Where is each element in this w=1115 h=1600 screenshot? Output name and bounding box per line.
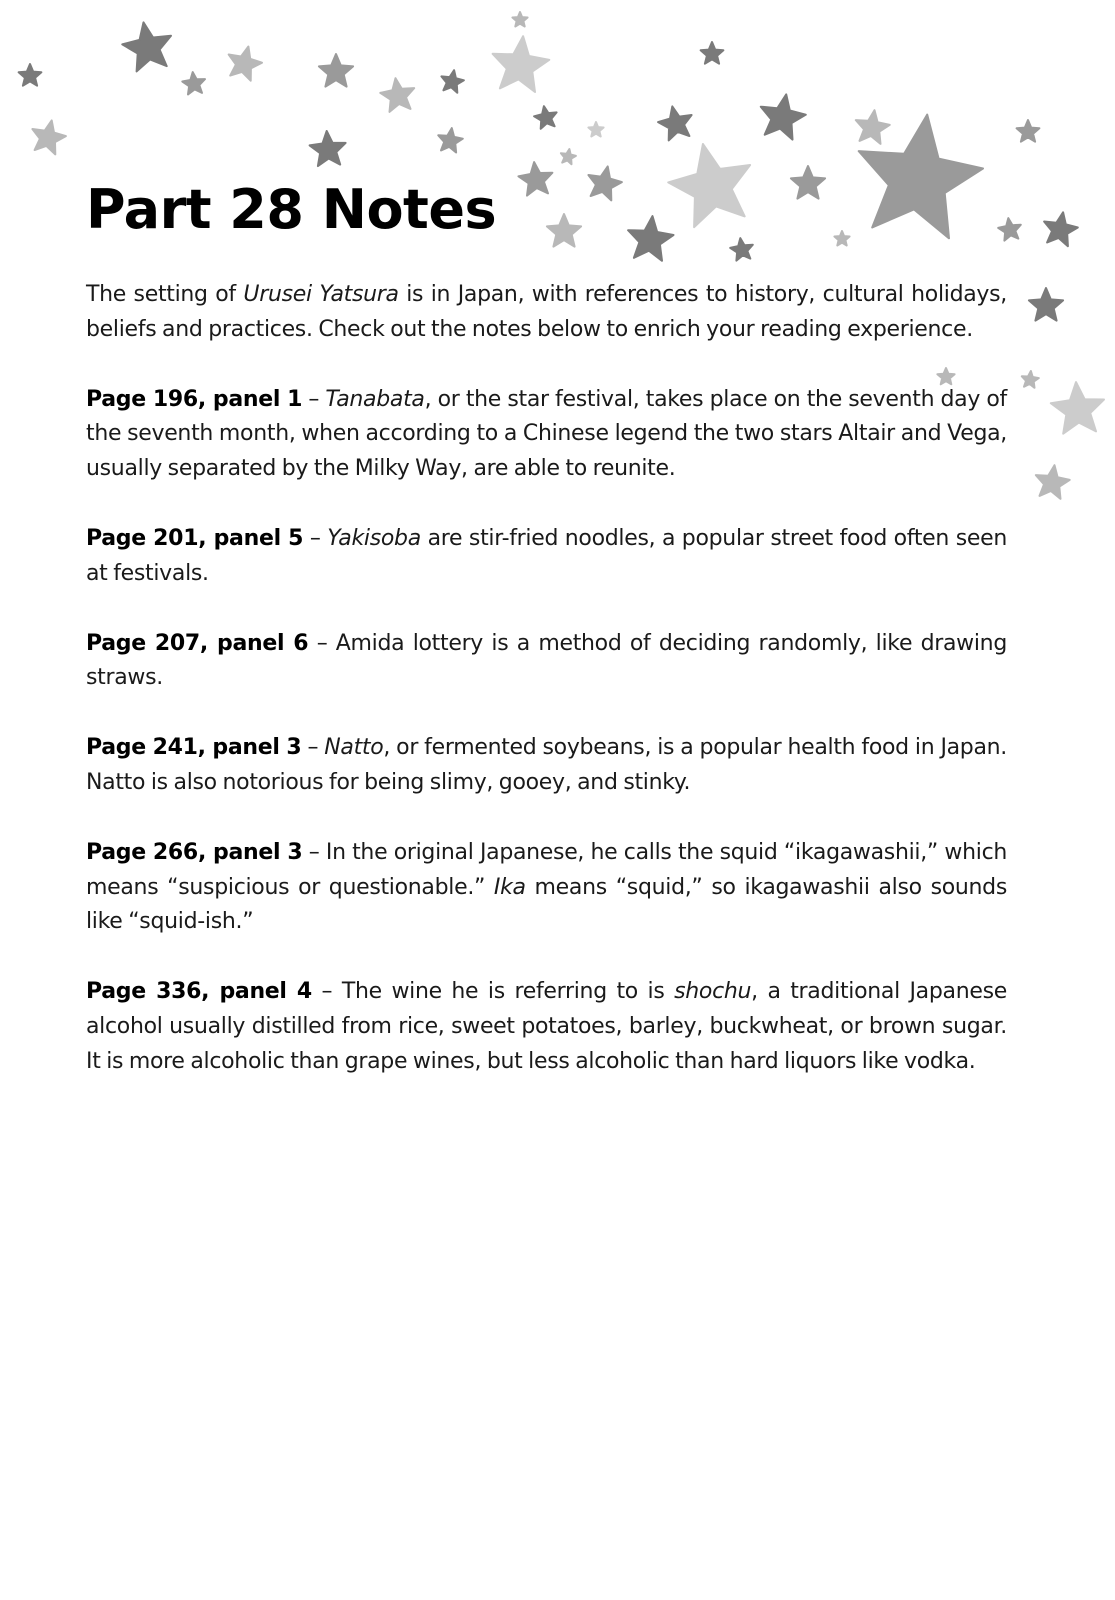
star-icon [534, 106, 557, 129]
note-item [86, 836, 1007, 940]
note-item [86, 731, 1007, 801]
star-icon [438, 128, 463, 152]
star-icon [1029, 288, 1063, 321]
intro-text-rest: is in Japan, with references to history, cultural holidays, beliefs and practices. Check out the notes below to enrich your reading experience. [86, 282, 1007, 342]
note-text: Amida lottery is a method of deciding randomly, like drawing straws. [86, 630, 1007, 691]
star-icon [588, 122, 603, 137]
star-icon [319, 54, 353, 87]
note-separator: – [302, 839, 326, 865]
star-icon [229, 47, 262, 81]
star-icon [1017, 120, 1040, 142]
note-term: Yakisoba [327, 525, 421, 551]
star-icon [512, 12, 527, 27]
star-icon [1022, 371, 1039, 388]
star-icon [658, 106, 692, 140]
star-icon [561, 149, 576, 164]
note-term: Ika [493, 874, 526, 900]
note-text: , or fermented soybeans, is a popular health food in Japan. Natto is also notorious for being slimy, gooey, and stinky. [86, 735, 1007, 795]
notes-page [86, 178, 1007, 1115]
note-text: , or the star festival, takes place on the seventh day of the seventh month, when according to a Chinese legend the two stars Altair and Vega, usually separated by the Milky Way, are able to reunite. [86, 386, 1007, 482]
star-icon [1044, 212, 1078, 246]
note-reference: Page 207, panel 6 [86, 630, 309, 656]
page-title: Part 28 Notes [86, 178, 497, 241]
note-term: shochu [674, 979, 752, 1005]
note-reference: Page 266, panel 3 [86, 839, 303, 865]
note-text: , a traditional Japanese alcohol usually distilled from rice, sweet potatoes, barley, buckwheat, or brown sugar. It is more alcoholic than grape wines, but less alcoholic than hard liquors like vodka. [86, 979, 1007, 1074]
note-separator: – [311, 979, 342, 1005]
intro-series-title: Urusei Yatsura [243, 282, 399, 307]
note-item [86, 383, 1007, 487]
note-separator: – [302, 386, 326, 412]
note-reference: Page 241, panel 3 [86, 735, 302, 761]
star-icon [441, 70, 464, 93]
intro-paragraph [86, 278, 1007, 348]
star-icon [32, 120, 66, 154]
note-reference: Page 196, panel 1 [86, 386, 303, 412]
note-term: Tanabata [325, 386, 425, 412]
note-item [86, 975, 1007, 1079]
star-icon [493, 36, 550, 92]
star-icon [856, 110, 890, 144]
note-separator: – [301, 735, 325, 761]
note-item [86, 627, 1007, 697]
note-text: In the original Japanese, he calls the squid “ikagawashii,” which means “suspicious or questionable.” [86, 839, 1008, 900]
note-text: are stir-fried noodles, a popular street food often seen at festivals. [86, 525, 1008, 586]
note-reference: Page 336, panel 4 [86, 979, 312, 1005]
star-icon [380, 78, 414, 112]
star-icon [761, 94, 806, 139]
star-icon [19, 64, 42, 86]
note-reference: Page 201, panel 5 [86, 525, 304, 551]
note-term: Natto [324, 735, 384, 761]
star-icon [1036, 465, 1070, 499]
star-icon [182, 72, 205, 94]
star-icon [310, 131, 346, 166]
star-icon [1051, 382, 1104, 434]
star-icon [122, 22, 171, 71]
star-icon [701, 42, 724, 64]
note-text: means “squid,” so ikagawashii also sounds like “squid-ish.” [86, 874, 1007, 935]
intro-text: The setting of [86, 282, 244, 307]
note-separator: – [308, 630, 336, 656]
note-item [86, 522, 1007, 592]
note-separator: – [303, 525, 328, 551]
note-text: The wine he is referring to is [341, 979, 675, 1005]
